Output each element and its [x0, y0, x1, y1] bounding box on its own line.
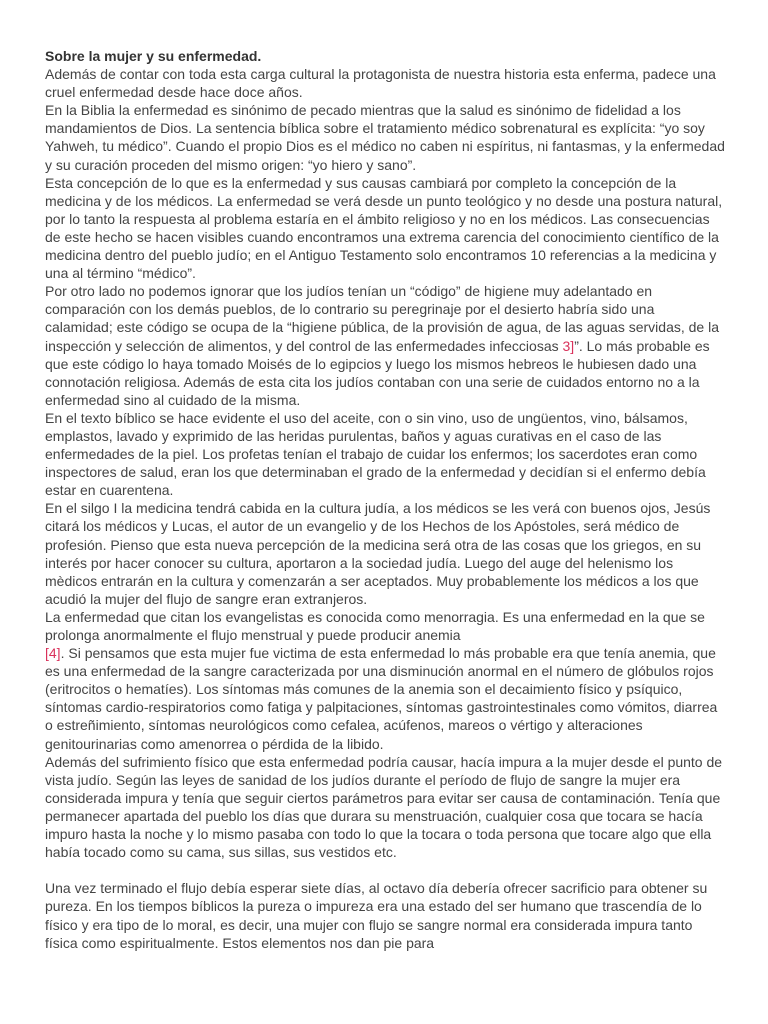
paragraph-spacer — [45, 861, 725, 879]
document-body — [45, 47, 725, 952]
paragraph-text: ”. Lo más probable es que este código lo haya tomado Moisés de lo egipcios y luego los mismos hebreos le hubiesen dado una connotación religiosa. Además de esta cita los judíos contaban con una serie de cuidados entorno no a la enfermedad sino al cuidado de la misma. — [45, 337, 710, 408]
paragraph: Además de contar con toda esta carga cultural la protagonista de nuestra historia esta enferma, padece una cruel enfermedad desde hace doce años. — [45, 66, 716, 101]
paragraph-text: Por otro lado no podemos ignorar que los judíos tenían un “código” de higiene muy adelantado en comparación con los demás pueblos, de lo contrario su peregrinaje por el desierto habría sido una calamidad; este código se ocupa de la “higiene pública, de la provisión de agua, de las aguas servidas, de la inspección y selección de alimentos, y del control de las enfermedades infecciosas — [45, 283, 719, 354]
footnote-link-4[interactable]: [4] — [45, 645, 61, 662]
paragraph: Una vez terminado el flujo debía esperar siete días, al octavo día debería ofrecer sacrificio para obtener su pureza. En los tiempos bíblicos la pureza o impureza era una estado del ser humano que trascendía de lo físico y era tipo de lo moral, es decir, una mujer con flujo se sangre normal era considerada impura tanto física como espiritualmente. Estos elementos nos dan pie para — [45, 880, 708, 951]
paragraph: Esta concepción de lo que es la enfermedad y sus causas cambiará por completo la concepción de la medicina y de los médicos. La enfermedad se verá desde un punto teológico y no desde una postura natural, por lo tanto la respuesta al problema estaría en el ámbito religioso y no en los médicos. Las consecuencias de este hecho se hacen visibles cuando encontramos una extrema carencia del conocimiento científico de la medicina dentro del pueblo judío; en el Antiguo Testamento solo encontramos 10 referencias a la medicina y una al término “médico”. — [45, 174, 723, 282]
paragraph — [45, 282, 725, 409]
paragraph: En la Biblia la enfermedad es sinónimo de pecado mientras que la salud es sinónimo de fidelidad a los mandamientos de Dios. La sentencia bíblica sobre el tratamiento médico sobrenatural es explícita: “yo soy Yahweh, tu médico”. Cuando el propio Dios es el médico no caben ni espíritus, ni fantasmas, y la enfermedad y su curación proceden del mismo origen: “yo hiero y sano”. — [45, 102, 725, 173]
paragraph: Además del sufrimiento físico que esta enfermedad podría causar, hacía impura a la mujer desde el punto de vista judío. Según las leyes de sanidad de los judíos durante el período de flujo de sangre la mujer era considerada impura y tenía que seguir ciertos parámetros para evitar ser causa de contaminación. Tenía que permanecer apartada del pueblo los días que durara su menstruación, cualquier cosa que tocara se hacía impuro hasta la noche y lo mismo pasaba con todo lo que la tocara o toda persona que tocare algo que ella había tocado como su cama, sus sillas, sus vestidos etc. — [45, 753, 723, 861]
paragraph: La enfermedad que citan los evangelistas es conocida como menorragia. Es una enfermedad en la que se prolonga anormalmente el flujo menstrual y puede producir anemia — [45, 608, 705, 643]
paragraph — [45, 644, 725, 753]
paragraph-text: . Si pensamos que esta mujer fue victima de esta enfermedad lo más probable era que tenía anemia, que es una enfermedad de la sangre caracterizada por una disminución anormal en el número de glóbulos rojos (eritrocitos o hematíes). Los síntomas más comunes de la anemia son el decaimiento físico y psíquico, síntomas cardio-respiratorios como fatiga y palpitaciones, síntomas gastrointestinales como vómitos, diarrea o estreñimiento, síntomas neurológicos como cefalea, acúfenos, mareos o vértigo y alteraciones genitourinarias como amenorrea o pérdida de la libido. — [45, 645, 718, 752]
paragraph: En el silgo I la medicina tendrá cabida en la cultura judía, a los médicos se les verá con buenos ojos, Jesús citará los médicos y Lucas, el autor de un evangelio y de los Hechos de los Apóstoles, será médico de profesión. Pienso que esta nueva percepción de la medicina será otra de las cosas que los griegos, en su interés por hacer conocer su cultura, aportaron a la sociedad judía. Luego del auge del helenismo los mèdicos entrarán en la cultura y comenzarán a ser aceptados. Muy probablemente los médicos a los que acudió la mujer del flujo de sangre eran extranjeros. — [45, 500, 711, 607]
section-title: Sobre la mujer y su enfermedad. — [45, 48, 262, 64]
paragraph: En el texto bíblico se hace evidente el uso del aceite, con o sin vino, uso de ungüentos, vino, bálsamos, emplastos, lavado y exprimido de las heridas purulentas, baños y aguas curativas en el caso de las enfermedades de la piel. Los profetas tenían el trabajo de cuidar los enfermos; los sacerdotes eran como inspectores de salud, eran los que determinaban el grado de la enfermedad y decidían si el enfermo debía estar en cuarentena. — [45, 409, 706, 499]
footnote-link-3[interactable]: 3] — [562, 337, 575, 354]
